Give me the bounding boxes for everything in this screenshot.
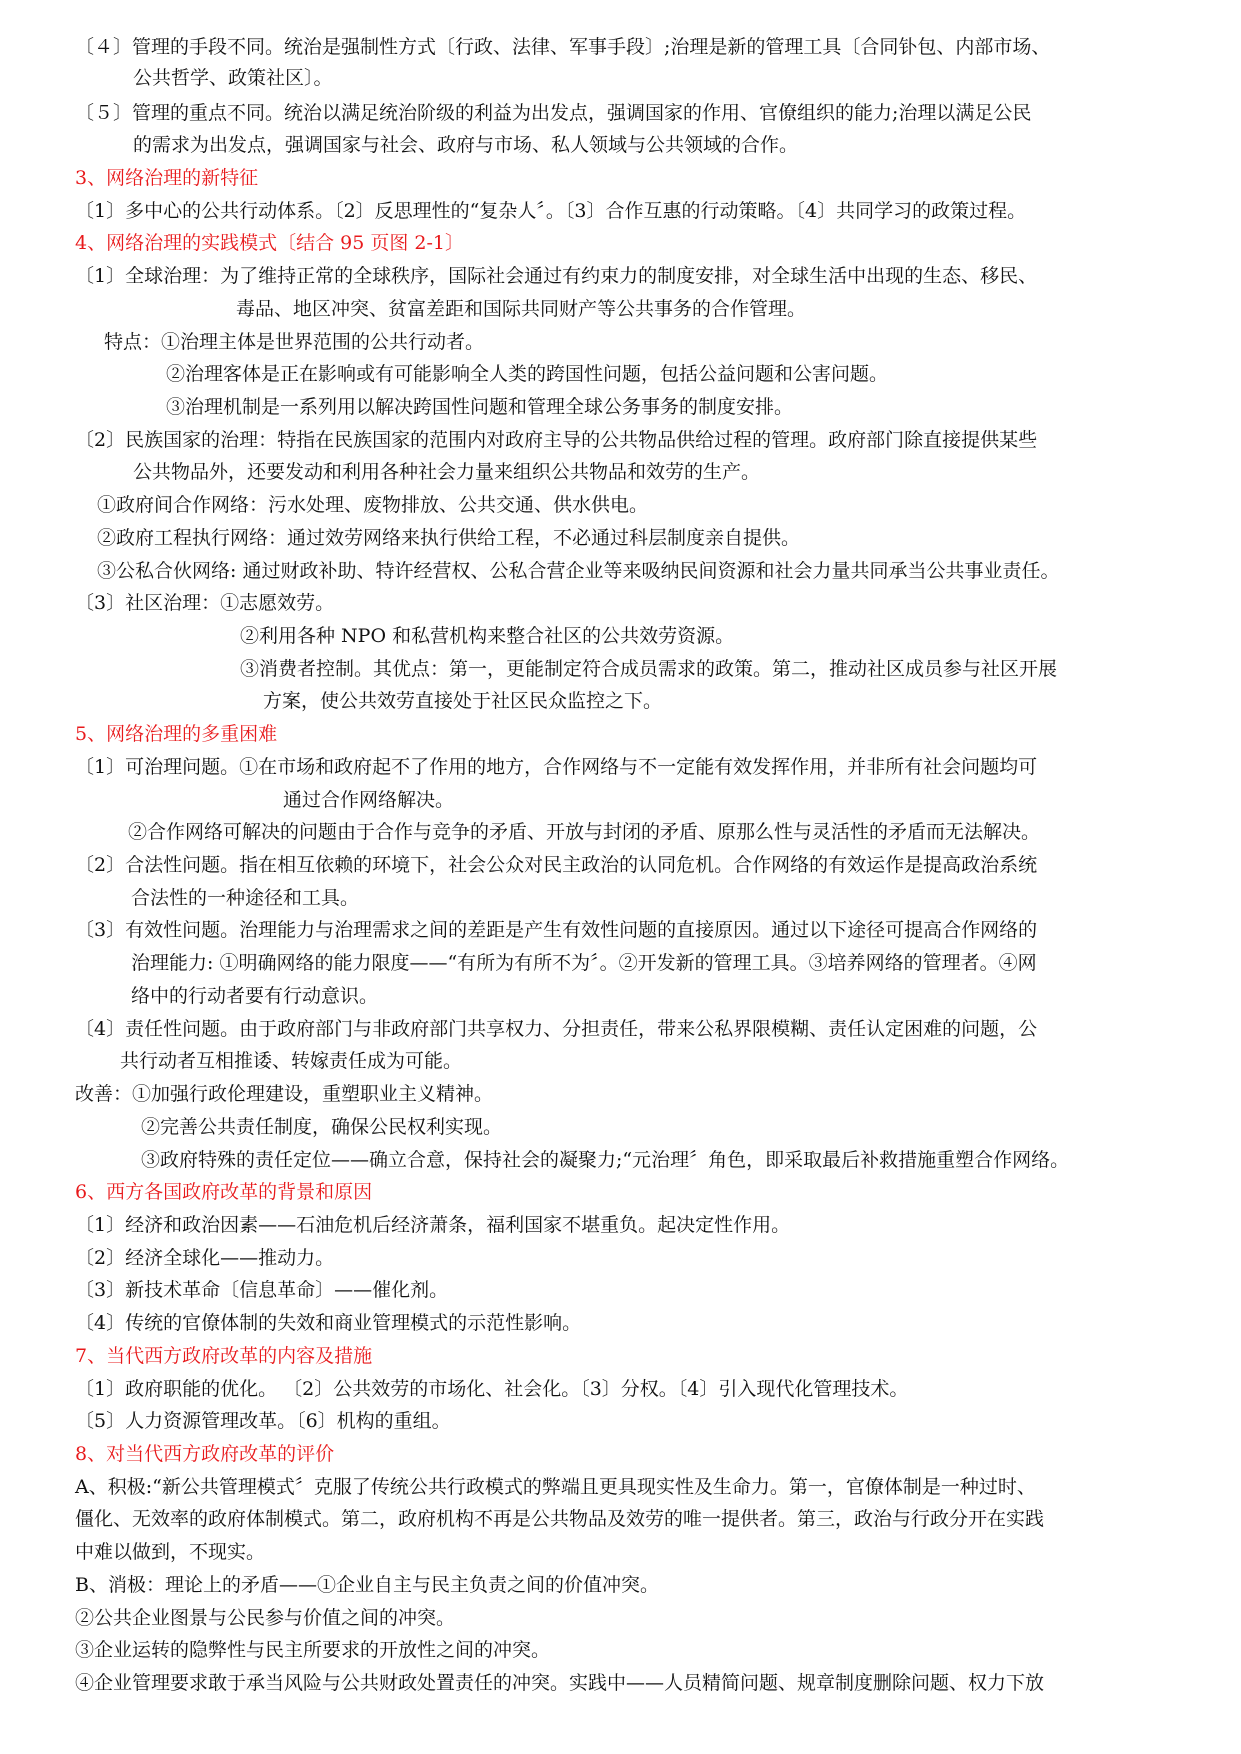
text-line: 〔1〕经济和政治因素——石油危机后经济萧条，福利国家不堪重负。起决定性作用。 bbox=[75, 1214, 791, 1236]
text-line: 〔3〕社区治理：①志愿效劳。 bbox=[75, 592, 335, 614]
text-line: 通过合作网络解决。 bbox=[283, 789, 455, 811]
section-heading: 6、西方各国政府改革的背景和原因 bbox=[75, 1181, 373, 1203]
text-line: 络中的行动者要有行动意识。 bbox=[131, 985, 379, 1007]
text-line: 公共哲学、政策社区〕。 bbox=[133, 67, 333, 89]
text-line: 〔1〕多中心的公共行动体系。〔2〕反思理性的“复杂人〞。〔3〕合作互惠的行动策略。〔4〕共同学习的政策过程。 bbox=[75, 200, 1027, 222]
text-line: 〔3〕新技术革命〔信息革命〕——催化剂。 bbox=[75, 1279, 449, 1301]
text-line: 共行动者互相推诿、转嫁责任成为可能。 bbox=[120, 1050, 463, 1072]
text-line: 〔４〕管理的手段不同。统治是强制性方式〔行政、法律、军事手段〕;治理是新的管理工具〔合同钋包、内部市场、 bbox=[75, 36, 1051, 58]
text-line: ②合作网络可解决的问题由于合作与竞争的矛盾、开放与封闭的矛盾、原那么性与灵活性的矛盾而无法解决。 bbox=[128, 821, 1041, 843]
section-heading: 7、当代西方政府改革的内容及措施 bbox=[75, 1345, 373, 1367]
section-heading: 3、网络治理的新特征 bbox=[75, 167, 259, 189]
text-line: 方案，使公共效劳直接处于社区民众监控之下。 bbox=[263, 690, 663, 712]
text-line: 治理能力: ①明确网络的能力限度——“有所为有所不为〞。②开发新的管理工具。③培养网络的管理者。④网 bbox=[131, 952, 1037, 974]
text-line: 的需求为出发点，强调国家与社会、政府与市场、私人领域与公共领域的合作。 bbox=[133, 134, 799, 156]
text-line: ②治理客体是正在影响或有可能影响全人类的跨国性问题，包括公益问题和公害问题。 bbox=[166, 363, 889, 385]
text-line: 特点：①治理主体是世界范围的公共行动者。 bbox=[104, 331, 485, 353]
text-line: ②利用各种 NPO 和私营机构来整合社区的公共效劳资源。 bbox=[240, 625, 735, 647]
text-line: 〔4〕责任性问题。由于政府部门与非政府部门共享权力、分担责任，带来公私界限模糊、责任认定困难的问题，公 bbox=[75, 1018, 1038, 1040]
text-line: 〔2〕经济全球化——推动力。 bbox=[75, 1247, 335, 1269]
text-line: 改善：①加强行政伦理建设，重塑职业主义精神。 bbox=[75, 1083, 494, 1105]
text-line: 毒品、地区冲突、贫富差距和国际共同财产等公共事务的合作管理。 bbox=[236, 298, 807, 320]
text-line: 〔1〕可治理问题。①在市场和政府起不了作用的地方，合作网络与不一定能有效发挥作用，并非所有社会问题均可 bbox=[75, 756, 1038, 778]
text-line: 〔5〕人力资源管理改革。〔6〕机构的重组。 bbox=[75, 1410, 451, 1432]
text-line: 〔2〕民族国家的治理：特指在民族国家的范围内对政府主导的公共物品供给过程的管理。政府部门除直接提供某些 bbox=[75, 429, 1038, 451]
section-heading: 5、网络治理的多重困难 bbox=[75, 723, 278, 745]
text-line: A、积极:“新公共管理模式〞克服了传统公共行政模式的弊端且更具现实性及生命力。第一，官僚体制是一种过时、 bbox=[75, 1476, 1036, 1498]
text-line: ③政府特殊的责任定位——确立合意，保持社会的凝聚力;“元治理〞角色，即采取最后补救措施重塑合作网络。 bbox=[141, 1149, 1070, 1171]
text-line: 僵化、无效率的政府体制模式。第二，政府机构不再是公共物品及效劳的唯一提供者。第三，政治与行政分开在实践 bbox=[75, 1508, 1045, 1530]
text-line: ②完善公共责任制度，确保公民权利实现。 bbox=[141, 1116, 503, 1138]
text-line: 公共物品外，还要发动和利用各种社会力量来组织公共物品和效劳的生产。 bbox=[133, 461, 761, 483]
text-line: 〔3〕有效性问题。治理能力与治理需求之间的差距是产生有效性问题的直接原因。通过以下途径可提高合作网络的 bbox=[75, 919, 1038, 941]
text-line: ④企业管理要求敢于承当风险与公共财政处置责任的冲突。实践中——人员精简问题、规章制度删除问题、权力下放 bbox=[75, 1672, 1045, 1694]
section-heading: 4、网络治理的实践模式〔结合 95 页图 2-1〕 bbox=[75, 232, 464, 254]
text-line: ②公共企业图景与公民参与价值之间的冲突。 bbox=[75, 1607, 456, 1629]
text-line: 中难以做到，不现实。 bbox=[75, 1541, 266, 1563]
text-line: 〔2〕合法性问题。指在相互依赖的环境下，社会公众对民主政治的认同危机。合作网络的有效运作是提高政治系统 bbox=[75, 854, 1038, 876]
text-line: ③治理机制是一系列用以解决跨国性问题和管理全球公务事务的制度安排。 bbox=[166, 396, 794, 418]
text-line: ②政府工程执行网络：通过效劳网络来执行供给工程，不必通过科层制度亲自提供。 bbox=[97, 527, 801, 549]
text-line: ③消费者控制。其优点：第一，更能制定符合成员需求的政策。第二，推动社区成员参与社区开展 bbox=[240, 658, 1058, 680]
text-line: ①政府间合作网络：污水处理、废物排放、公共交通、供水供电。 bbox=[97, 494, 649, 516]
text-line: ③公私合伙网络: 通过财政补助、特许经营权、公私合营企业等来吸纳民间资源和社会力量共同承当公共事业责任。 bbox=[97, 560, 1060, 582]
text-line: 〔4〕传统的官僚体制的失效和商业管理模式的示范性影响。 bbox=[75, 1312, 582, 1334]
text-line: 合法性的一种途径和工具。 bbox=[131, 887, 360, 909]
text-line: 〔５〕管理的重点不同。统治以满足统治阶级的利益为出发点，强调国家的作用、官僚组织的能力;治理以满足公民 bbox=[75, 102, 1032, 124]
text-line: B、消极：理论上的矛盾——①企业自主与民主负责之间的价值冲突。 bbox=[75, 1574, 659, 1596]
text-line: 〔1〕全球治理：为了维持正常的全球秩序，国际社会通过有约束力的制度安排，对全球生活中出现的生态、移民、 bbox=[75, 265, 1038, 287]
text-line: 〔1〕政府职能的优化。 〔2〕公共效劳的市场化、社会化。〔3〕分权。〔4〕引入现代化管理技术。 bbox=[75, 1378, 909, 1400]
section-heading: 8、对当代西方政府改革的评价 bbox=[75, 1443, 335, 1465]
text-line: ③企业运转的隐弊性与民主所要求的开放性之间的冲突。 bbox=[75, 1639, 551, 1661]
